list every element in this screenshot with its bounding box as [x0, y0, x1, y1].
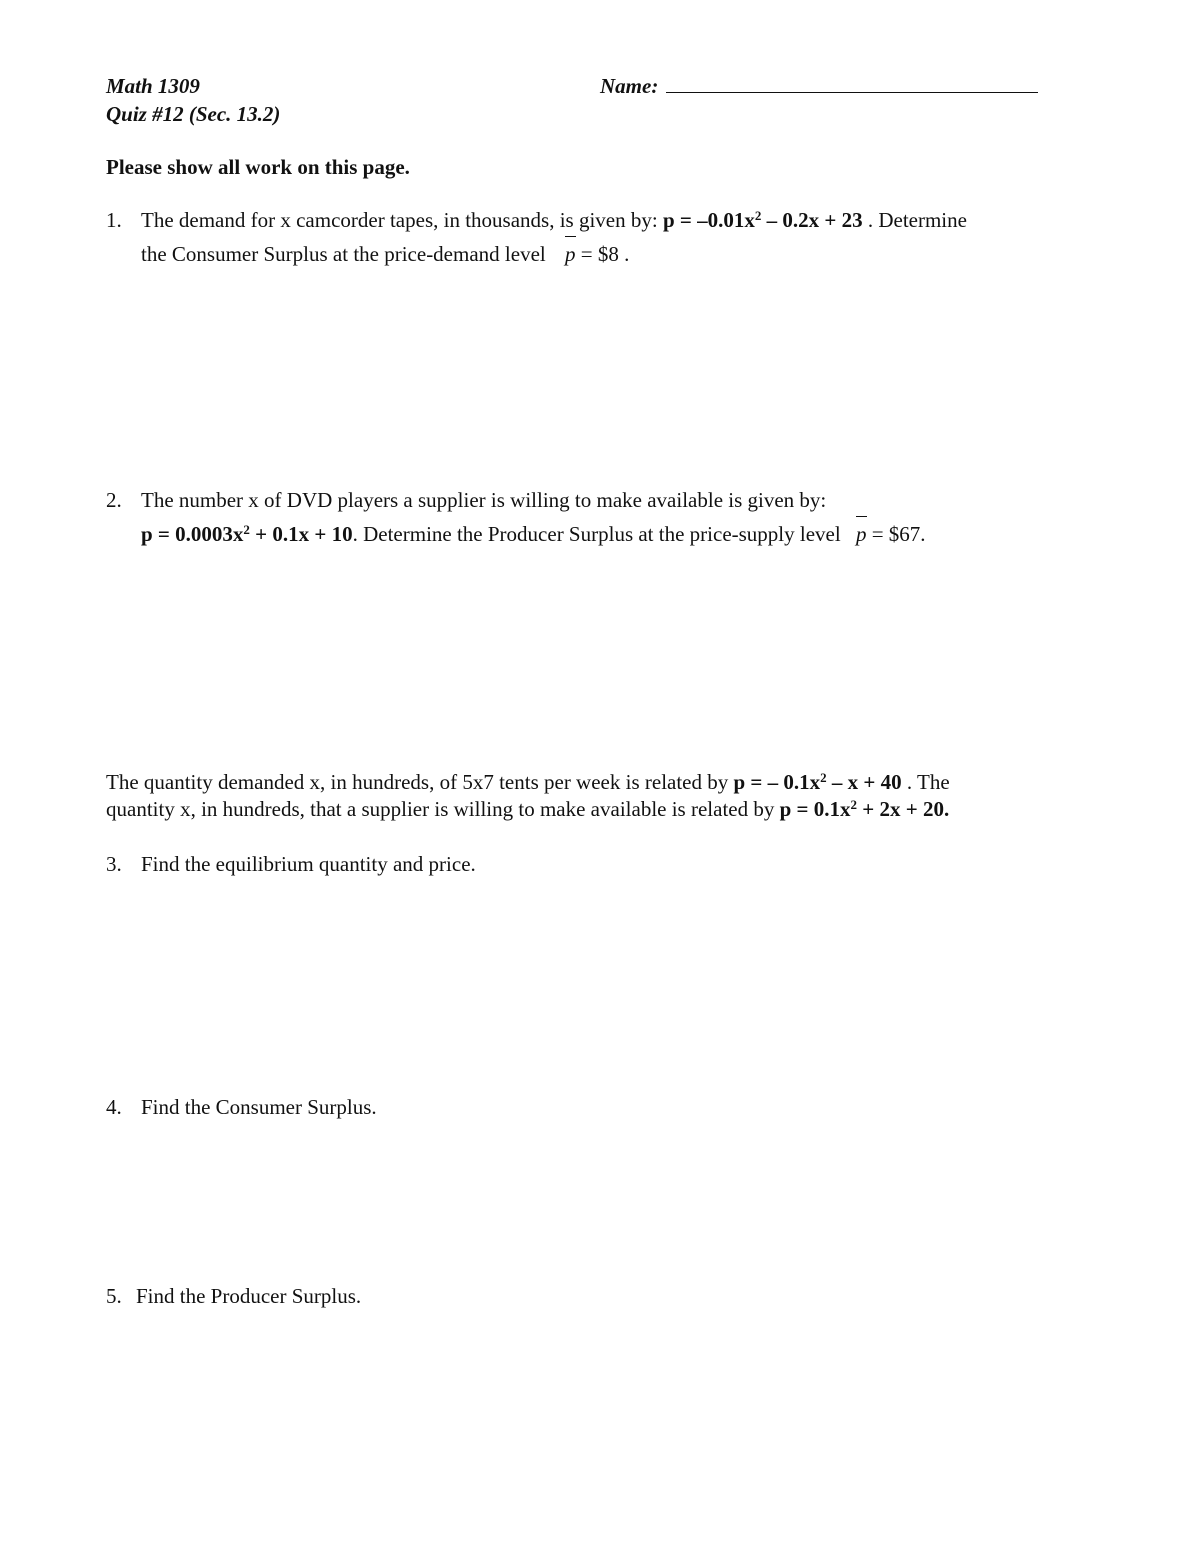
- question-number: 5.: [106, 1284, 122, 1308]
- question-2-line-2: [141, 524, 926, 545]
- equation-part: – x + 40: [826, 770, 902, 794]
- question-4: [106, 1097, 377, 1118]
- question-number: 4.: [106, 1095, 122, 1119]
- exponent: 2: [820, 770, 827, 785]
- question-5: [106, 1286, 361, 1307]
- question-1-line-2: [141, 244, 629, 265]
- course-title: Math 1309: [106, 74, 200, 98]
- context-line-2: [106, 799, 949, 820]
- demand-equation: [663, 208, 863, 232]
- question-text: = $8 .: [575, 242, 630, 266]
- question-text: the Consumer Surplus at the price-demand level: [141, 242, 551, 266]
- equation-part: p = 0.1x: [779, 797, 851, 821]
- context-text: . The: [901, 770, 950, 794]
- question-text: The number x of DVD players a supplier is willing to make available is given by:: [141, 488, 827, 512]
- name-label: Name:: [600, 74, 659, 98]
- question-text: Find the Consumer Surplus.: [141, 1095, 377, 1119]
- equation-part: – 0.2x + 23: [761, 208, 863, 232]
- supply-equation: [780, 797, 950, 821]
- p-bar-symbol: p: [564, 242, 576, 266]
- question-text: . Determine the Producer Surplus at the price-supply level: [352, 522, 846, 546]
- question-2-line-1: [106, 490, 826, 511]
- equation-part: p = 0.0003x: [141, 522, 244, 546]
- question-3: [106, 854, 476, 875]
- question-text: Find the equilibrium quantity and price.: [141, 852, 476, 876]
- name-blank-line[interactable]: [666, 78, 1038, 93]
- equation-part: p = – 0.1x: [733, 770, 821, 794]
- context-line-1: [106, 772, 950, 793]
- question-number: 1.: [106, 208, 122, 232]
- question-text: The demand for x camcorder tapes, in thousands, is given by:: [141, 208, 658, 232]
- p-bar-symbol: p: [855, 522, 867, 546]
- equation-part: p = –0.01x: [662, 208, 755, 232]
- question-text: . Determine: [862, 208, 967, 232]
- demand-equation: [734, 770, 902, 794]
- quiz-title: Quiz #12 (Sec. 13.2): [106, 102, 281, 126]
- question-1-line-1: [106, 210, 967, 231]
- question-number: 3.: [106, 852, 122, 876]
- context-text: quantity x, in hundreds, that a supplier is willing to make available is related by: [106, 797, 780, 821]
- exponent: 2: [243, 522, 250, 537]
- question-text: Find the Producer Surplus.: [136, 1284, 362, 1308]
- exponent: 2: [850, 797, 858, 812]
- question-number: 2.: [106, 488, 122, 512]
- equation-part: + 0.1x + 10: [249, 522, 353, 546]
- question-text: = $67.: [866, 522, 926, 546]
- context-text: The quantity demanded x, in hundreds, of 5x7 tents per week is related by: [106, 770, 734, 794]
- exponent: 2: [754, 208, 762, 223]
- instructions: Please show all work on this page.: [106, 155, 410, 179]
- name-field[interactable]: [600, 76, 1038, 97]
- supply-equation: [141, 522, 353, 546]
- equation-part: + 2x + 20.: [857, 797, 950, 821]
